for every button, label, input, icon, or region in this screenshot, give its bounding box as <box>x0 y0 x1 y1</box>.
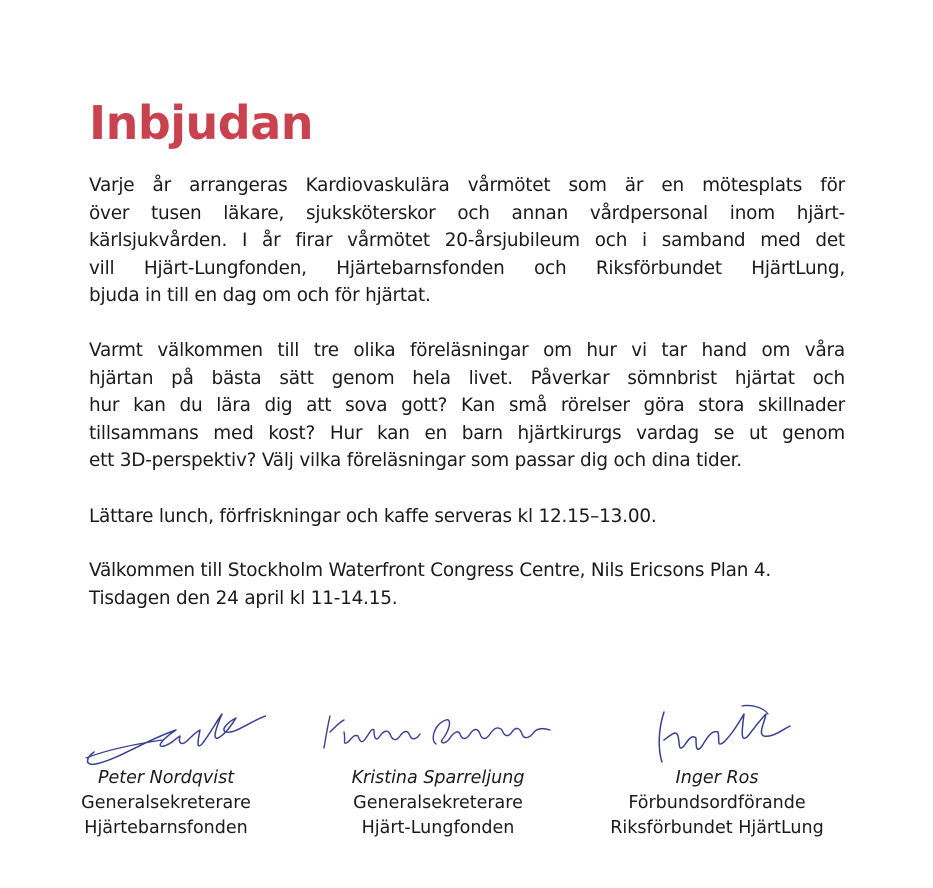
signatory-kristina-sparreljung <box>318 700 558 841</box>
text-line: Varmt välkommen till tre olika föreläsningar om hur vi tar hand om våra <box>89 340 845 361</box>
text-line: över tusen läkare, sjuksköterskor och annan vårdpersonal inom hjärt- <box>89 202 845 224</box>
lectures-paragraph <box>89 337 845 475</box>
text-line: hjärtan på bästa sätt genom hela livet. Påverkar sömnbrist hjärtat och <box>89 367 845 389</box>
signatory-name: Inger Ros <box>675 768 759 788</box>
text-line: hur kan du lära dig att sova gott? Kan små rörelser göra stora skillnader <box>89 395 845 416</box>
text-line: tillsammans med kost? Hur kan en barn hjärtkirurgs vardag se ut genom <box>89 422 845 444</box>
text-line: Lättare lunch, förfriskningar och kaffe serveras kl 12.15–13.00. <box>89 506 657 527</box>
text-line: bjuda in till en dag om och för hjärtat. <box>89 285 431 306</box>
page-title: Inbjudan <box>89 96 314 150</box>
signatory-name: Peter Nordqvist <box>97 768 235 788</box>
signatory-peter-nordqvist <box>66 700 266 841</box>
signatory-organization: Riksförbundet HjärtLung <box>610 818 824 838</box>
signatures-section <box>0 700 933 850</box>
text-line: Varje år arrangeras Kardiovaskulära vårmötet som är en mötesplats för <box>89 175 845 196</box>
handwritten-signature-3 <box>592 700 842 770</box>
text-line: Välkommen till Stockholm Waterfront Congress Centre, Nils Ericsons Plan 4. <box>89 560 771 581</box>
handwritten-signature-2 <box>318 700 558 770</box>
signatory-role: Förbundsordförande <box>628 793 806 813</box>
handwritten-signature-1 <box>66 700 266 770</box>
signatory-inger-ros <box>592 700 842 841</box>
intro-paragraph <box>89 172 845 310</box>
venue-paragraph <box>89 557 845 612</box>
text-line: kärlsjukvården. I år firar vårmötet 20-årsjubileum och i samband med det <box>89 230 845 251</box>
signatory-role: Generalsekreterare <box>81 793 251 813</box>
text-line: vill Hjärt-Lungfonden, Hjärtebarnsfonden och Riksförbundet HjärtLung, <box>89 257 845 279</box>
signatory-organization: Hjärtebarnsfonden <box>84 818 248 838</box>
text-line: ett 3D-perspektiv? Välj vilka föreläsningar som passar dig och dina tider. <box>89 450 742 471</box>
text-line: Tisdagen den 24 april kl 11-14.15. <box>89 587 398 609</box>
signatory-organization: Hjärt-Lungfonden <box>361 818 515 838</box>
lunch-paragraph <box>89 503 845 531</box>
signatory-role: Generalsekreterare <box>353 793 523 813</box>
signatory-name: Kristina Sparreljung <box>351 768 525 788</box>
